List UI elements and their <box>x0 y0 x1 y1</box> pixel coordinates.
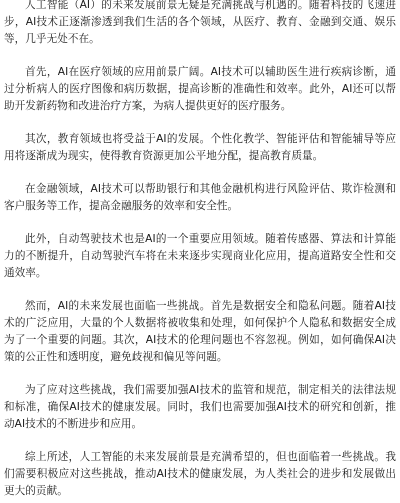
paragraph-gap <box>4 115 396 131</box>
paragraph-gap <box>4 165 396 181</box>
paragraph-finance: 在金融领域，AI技术可以帮助银行和其他金融机构进行风险评估、欺诈检测和客户服务等工作，提高金融服务的效率和安全性。 <box>4 183 396 212</box>
paragraph-gap <box>4 282 396 298</box>
paragraph-intro: 人工智能（AI）的未来发展前景无疑是充满挑战与机遇的。随着科技的飞速进步，AI技术正逐渐渗透到我们生活的各个领域，从医疗、教育、金融到交通、娱乐等，几乎无处不在。 <box>4 0 396 45</box>
paragraph-autonomous-driving: 此外，自动驾驶技术也是AI的一个重要应用领域。随着传感器、算法和计算能力的不断提升，自动驾驶汽车将在未来逐步实现商业化应用，提高道路安全性和交通效率。 <box>4 233 396 279</box>
paragraph-conclusion: 综上所述，人工智能的未来发展前景是充满希望的，但也面临着一些挑战。我们需要积极应对这些挑战，推动AI技术的健康发展，为人类社会的进步和发展做出更大的贡献。 <box>4 451 396 497</box>
paragraph-gap <box>4 215 396 231</box>
paragraph-response: 为了应对这些挑战，我们需要加强AI技术的监管和规范，制定相关的法律法规和标准，确保AI技术的健康发展。同时，我们也需要加强AI技术的研究和创新，推动AI技术的不断进步和应用。 <box>4 384 396 430</box>
paragraph-gap <box>4 366 396 382</box>
paragraph-gap <box>4 48 396 64</box>
paragraph-medical: 首先，AI在医疗领域的应用前景广阔。AI技术可以辅助医生进行疾病诊断，通过分析病人的医疗图像和病历数据，提高诊断的准确性和效率。此外，AI还可以帮助开发新药物和改进治疗方案，为病人提供更好的医疗服务。 <box>4 66 396 112</box>
paragraph-gap <box>4 433 396 449</box>
paragraph-challenges: 然而，AI的未来发展也面临一些挑战。首先是数据安全和隐私问题。随着AI技术的广泛应用，大量的个人数据将被收集和处理，如何保护个人隐私和数据安全成为了一个重要的问题。其次，AI技术的伦理问题也不容忽视。例如，如何确保AI决策的公正性和透明度，避免歧视和偏见等问题。 <box>4 300 396 363</box>
paragraph-education: 其次，教育领域也将受益于AI的发展。个性化教学、智能评估和智能辅导等应用将逐渐成为现实，使得教育资源更加公平地分配，提高教育质量。 <box>4 133 396 162</box>
